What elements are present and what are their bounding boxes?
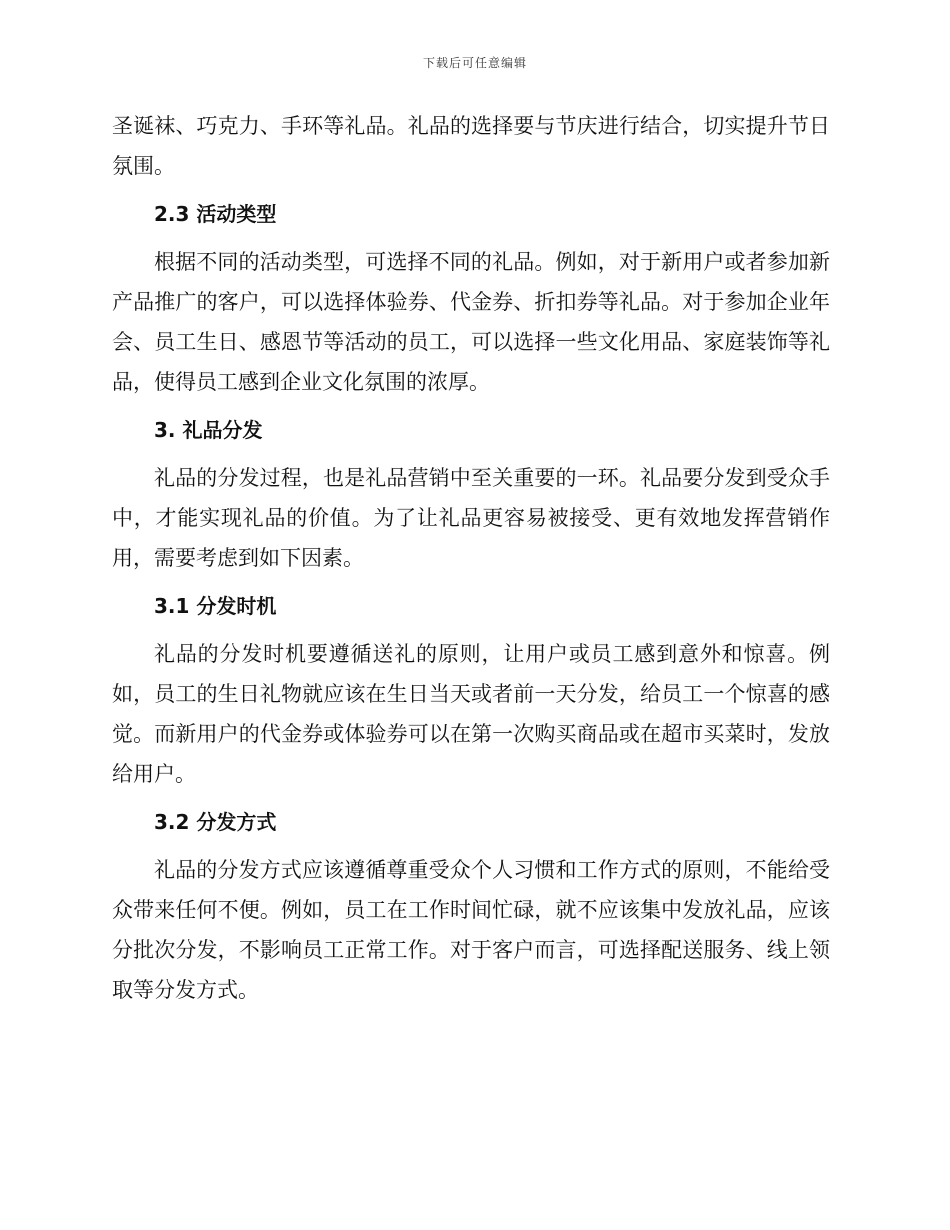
paragraph-activity-type: 根据不同的活动类型，可选择不同的礼品。例如，对于新用户或者参加新产品推广的客户，可以选择体验券、代金券、折扣券等礼品。对于参加企业年会、员工生日、感恩节等活动的员工，可以选择一些文化用品、家庭装饰等礼品，使得员工感到企业文化氛围的浓厚。 [112, 250, 830, 394]
section-heading-3-2: 3.2 分发方式 [154, 810, 277, 834]
paragraph-gift-distribution: 礼品的分发过程，也是礼品营销中至关重要的一环。礼品要分发到受众手中，才能实现礼品的价值。为了让礼品更容易被接受、更有效地发挥营销作用，需要考虑到如下因素。 [112, 466, 830, 570]
paragraph-distribution-timing: 礼品的分发时机要遵循送礼的原则，让用户或员工感到意外和惊喜。例如，员工的生日礼物就应该在生日当天或者前一天分发，给员工一个惊喜的感觉。而新用户的代金券或体验券可以在第一次购买商品或在超市买菜时，发放给用户。 [112, 642, 830, 786]
section-heading-2-3: 2.3 活动类型 [154, 202, 277, 226]
page-header: 下载后可任意编辑 [422, 56, 527, 70]
document-body [112, 106, 830, 1018]
section-heading-3: 3. 礼品分发 [154, 418, 263, 442]
section-heading-3-1: 3.1 分发时机 [154, 594, 277, 618]
paragraph-distribution-method: 礼品的分发方式应该遵循尊重受众个人习惯和工作方式的原则，不能给受众带来任何不便。例如，员工在工作时间忙碌，就不应该集中发放礼品，应该分批次分发，不影响员工正常工作。对于客户而言，可选择配送服务、线上领取等分发方式。 [112, 858, 830, 1002]
paragraph-continuation: 圣诞袜、巧克力、手环等礼品。礼品的选择要与节庆进行结合，切实提升节日氛围。 [112, 114, 830, 178]
